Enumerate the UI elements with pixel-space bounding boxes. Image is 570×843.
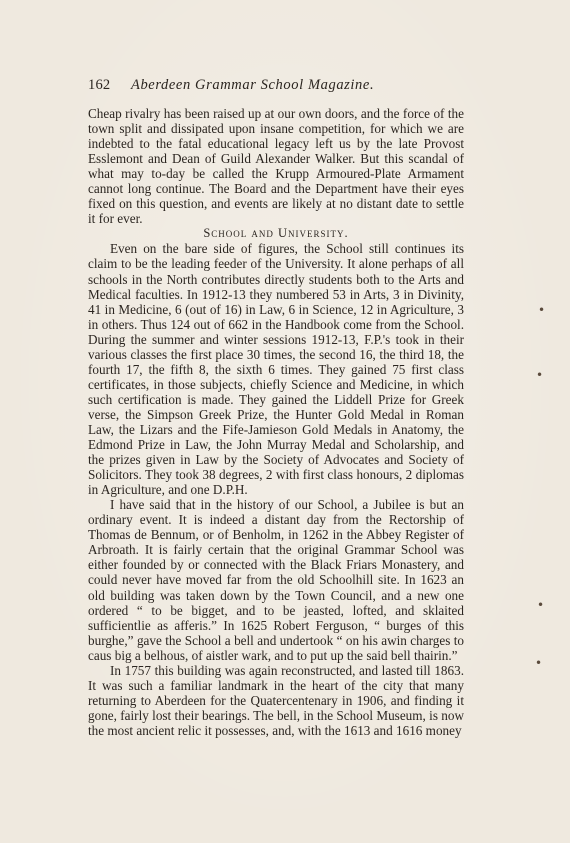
page-number: 162 — [88, 77, 111, 93]
paragraph-figures: Even on the bare side of figures, the School still continues its claim to be the leading feeder of the University. It alone perhaps of all schools in the North contributes directly students both to the Arts and Medical faculties. In 1912-13 they numbered 53 in Arts, 3 in Divinity, 41 in Medicine, 6 (out of 16) in Law, 6 in Science, 12 in Agriculture, 3 in others. Thus 124 out of 662 in the Handbook come from the School. During the summer and winter sessions 1912-13, F.P.'s took in their various classes the first place 30 times, the second 16, the third 18, the fourth 17, the fifth 8, the sixth 6 times. They gained 75 first class certificates, in those subjects, chiefly Science and Medicine, in which such certification is made. They gained the Liddell Prize for Greek verse, the Simpson Greek Prize, the Hunter Gold Medal in Roman Law, the Lizars and the Fife-Jamieson Gold Medals in Anatomy, the Edmond Prize in Law, the John Murray Medal and Scholarship, and the prizes given in Law by the Society of Advocates and Society of Solicitors. They took 38 degrees, 2 with first class honours, 2 diplomas in Agriculture, and one D.P.H. — [88, 241, 464, 498]
paragraph-rivalry: Cheap rivalry has been raised up at our own doors, and the force of the town split and dissipated upon insane competition, for which we are indebted to the fatal educational legacy left us by the late Provost Esslemont and Dean of Guild Alexander Walker. But this scandal of what may to-day be called the Krupp Armoured-Plate Armament cannot long continue. The Board and the Department have their eyes fixed on this question, and events are likely at no distant date to settle it for ever. — [88, 106, 464, 227]
margin-speck: • — [535, 656, 543, 670]
section-heading: School and University. — [203, 226, 349, 241]
body-text — [88, 106, 464, 738]
margin-speck: • — [538, 303, 546, 317]
running-header — [88, 77, 468, 97]
margin-speck: • — [537, 598, 545, 612]
running-title: Aberdeen Grammar School Magazine. — [131, 77, 375, 93]
paragraph-history: I have said that in the history of our School, a Jubilee is but an ordinary event. It is indeed a distant day from the Rectorship of Thomas de Bennum, or of Benholm, in 1262 in the Abbey Register of Arbroath. It is fairly certain that the original Grammar School was either founded by or connected with the Black Friars Monastery, and could never have moved far from the old Schoolhill site. In 1623 an old building was taken down by the Town Council, and a new one ordered “ to be bigget, and to be jeasted, lofted, and sklaited sufficientlie as afferis.” In 1625 Robert Ferguson, “ burges of this burghe,” gave the School a bell and undertook “ on his awin charges to caus big a belhous, of aistler wark, and to put up the said bell thairin.” — [88, 497, 464, 663]
margin-speck: • — [536, 368, 544, 382]
paragraph-building: In 1757 this building was again reconstructed, and lasted till 1863. It was such a familiar landmark in the heart of the city that many returning to Aberdeen for the Quatercentenary in 1906, and finding it gone, fairly lost their bearings. The bell, in the School Museum, is now the most ancient relic it possesses, and, with the 1613 and 1616 money — [88, 662, 464, 738]
